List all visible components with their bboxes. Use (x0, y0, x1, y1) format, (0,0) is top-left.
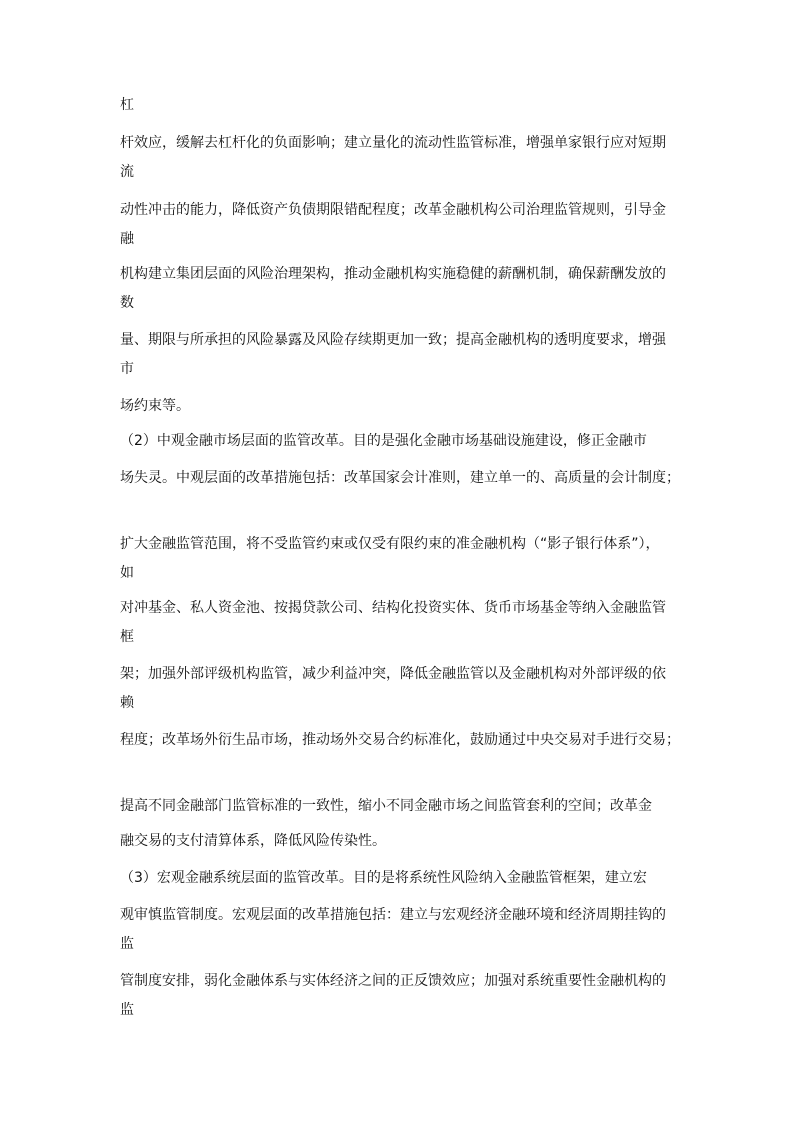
text-line: 数 (120, 295, 134, 311)
text-line: 杠 (120, 97, 134, 113)
text-line: 市 (120, 361, 134, 377)
text-line: 架；加强外部评级机构监管，减少利益冲突，降低金融监管以及金融机构对外部评级的依 (120, 666, 666, 682)
text-line: 量、期限与所承担的风险暴露及风险存续期更加一致；提高金融机构的透明度要求，增强 (120, 332, 666, 348)
text-line: 流 (120, 164, 134, 180)
text-line: 机构建立集团层面的风险治理架构，推动金融机构实施稳健的薪酬机制，确保薪酬发放的 (120, 266, 666, 282)
text-line: 提高不同金融部门监管标准的一致性，缩小不同金融市场之间监管套利的空间；改革金 (120, 798, 652, 814)
text-line: 管制度安排，弱化金融体系与实体经济之间的正反馈效应；加强对系统重要性金融机构的 (120, 973, 666, 989)
text-line: 动性冲击的能力，降低资产负债期限错配程度；改革金融机构公司治理监管规则，引导金 (120, 202, 666, 218)
text-line: 框 (120, 629, 134, 645)
text-line: 观审慎监管制度。宏观层面的改革措施包括：建立与宏观经济金融环境和经济周期挂钩的 (120, 907, 666, 923)
text-line: 对冲基金、私人资金池、按揭贷款公司、结构化投资实体、货币市场基金等纳入金融监管 (120, 600, 666, 616)
text-line: 监 (120, 1002, 134, 1018)
text-line: 融 (120, 231, 134, 247)
text-line: 场约束等。 (120, 398, 190, 414)
text-line: 场失灵。中观层面的改革措施包括：改革国家会计准则，建立单一的、高质量的会计制度； (120, 470, 680, 486)
text-line: （2）中观金融市场层面的监管改革。目的是强化金融市场基础设施建设，修正金融市 (120, 433, 647, 449)
text-line: 融交易的支付清算体系，降低风险传染性。 (120, 833, 386, 849)
text-line: 赖 (120, 695, 134, 711)
text-line: （3）宏观金融系统层面的监管改革。目的是将系统性风险纳入金融监管框架，建立宏 (120, 870, 647, 886)
text-line: 杆效应，缓解去杠杆化的负面影响；建立量化的流动性监管标准，增强单家银行应对短期 (120, 135, 666, 151)
text-line: 扩大金融监管范围，将不受监管约束或仅受有限约束的准金融机构（“影子银行体系”）， (120, 536, 660, 552)
text-line: 监 (120, 936, 134, 952)
text-line: 程度；改革场外衍生品市场，推动场外交易合约标准化，鼓励通过中央交易对手进行交易； (120, 732, 680, 748)
text-line: 如 (120, 565, 134, 581)
